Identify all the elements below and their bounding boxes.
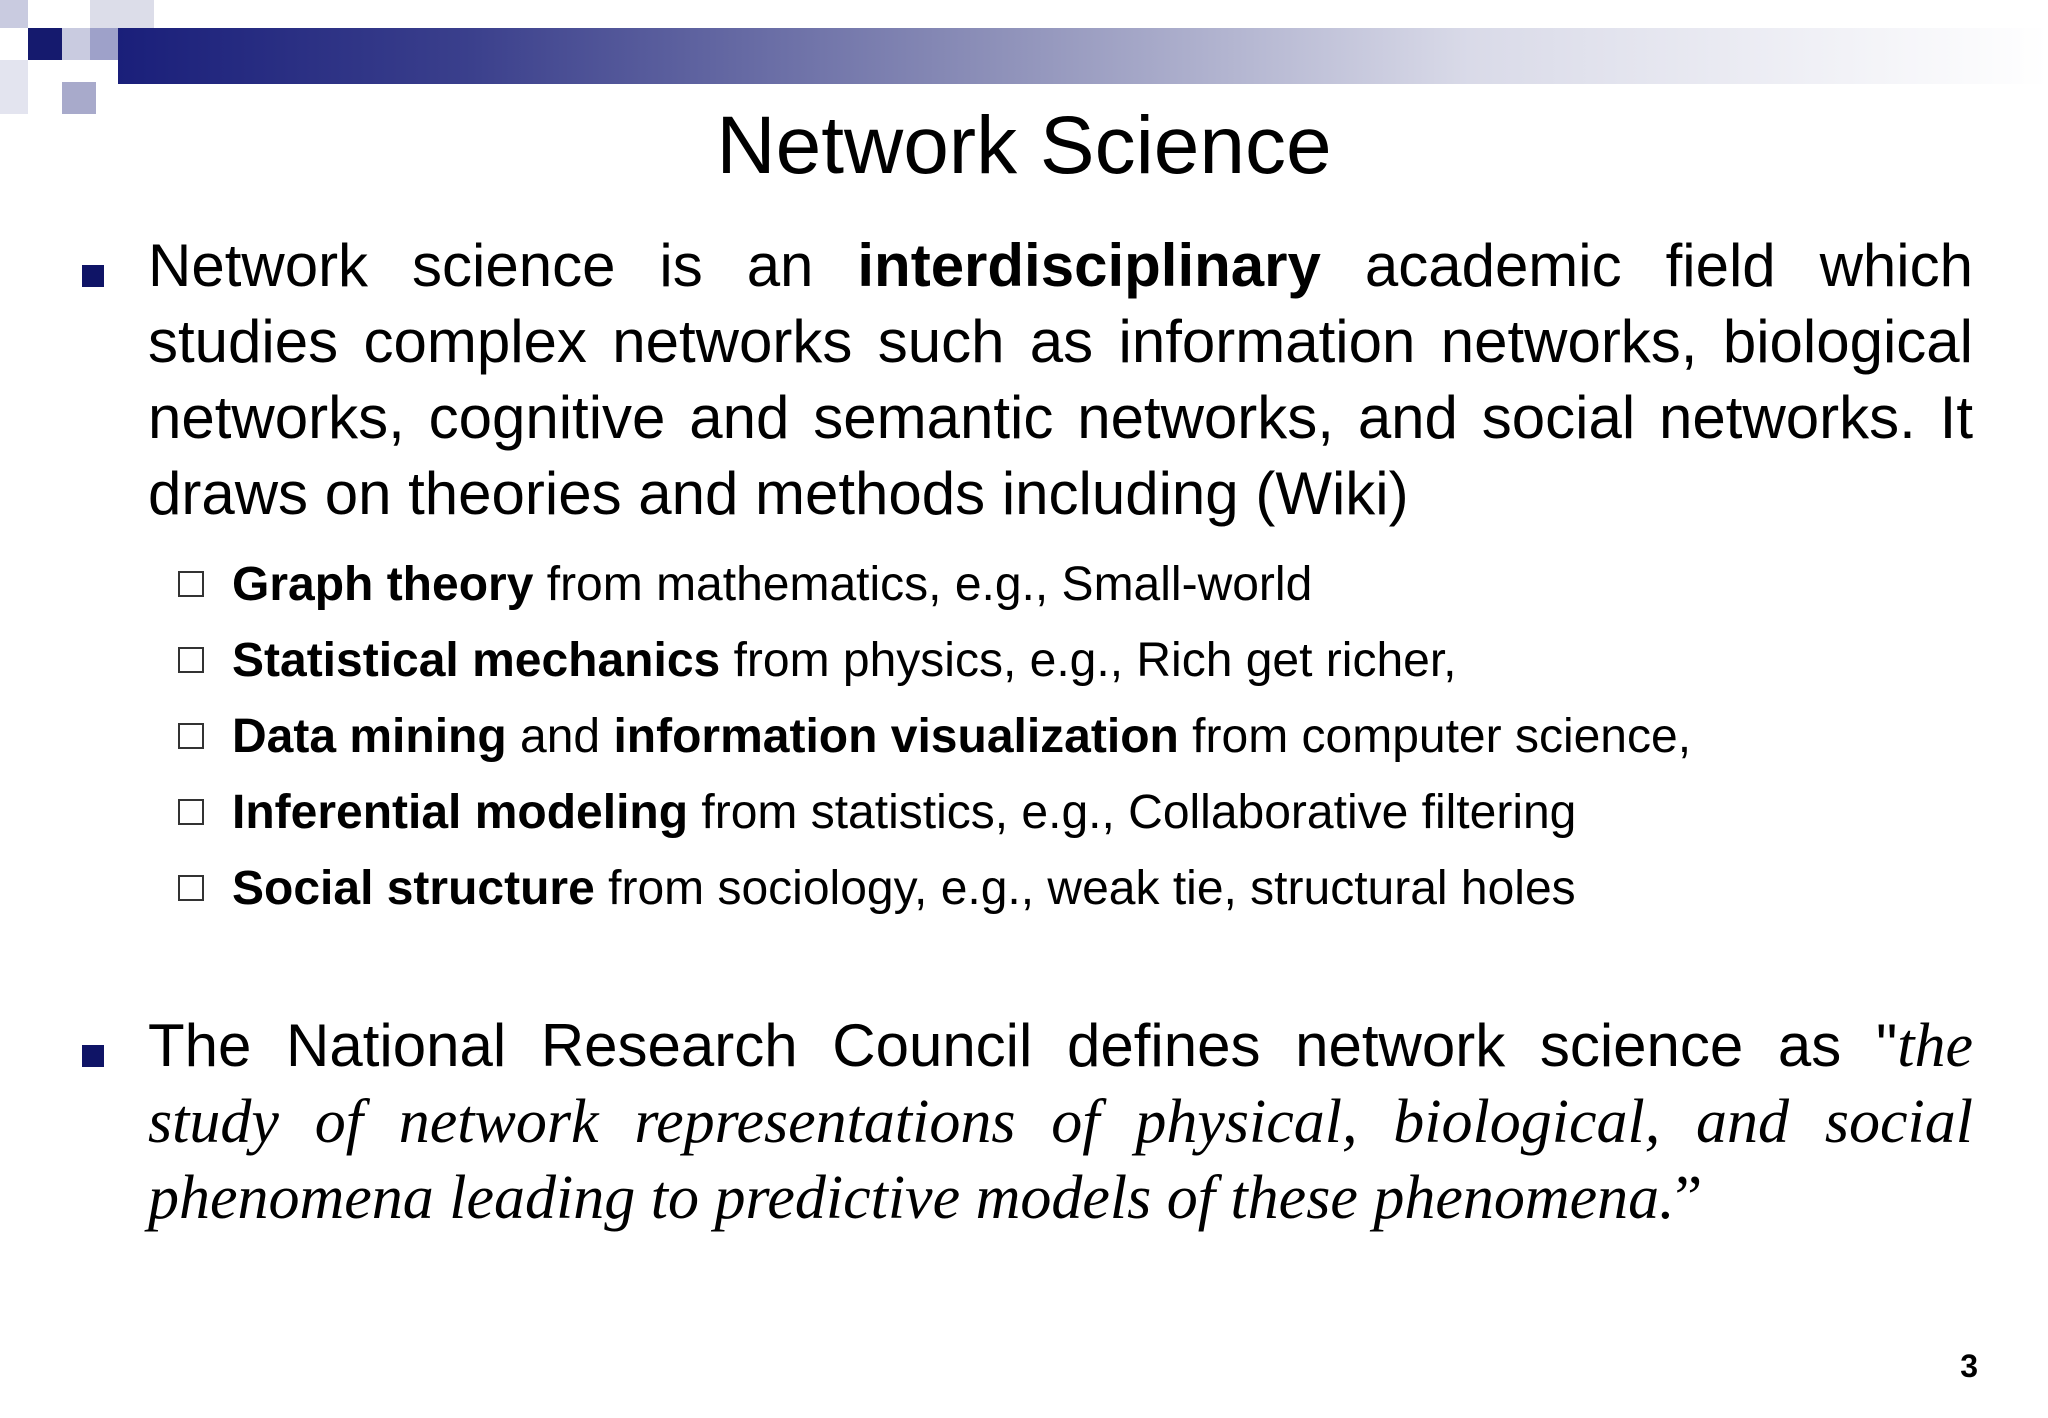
page-number: 3 [1960, 1348, 1978, 1384]
bullet2-close-quote: ” [1674, 1164, 1703, 1232]
subitem-bold: Inferential modeling [232, 786, 689, 839]
subitem-text: from statistics, e.g., Collaborative filtering [688, 786, 1577, 839]
subitem [232, 631, 1457, 691]
deco-square [62, 28, 90, 60]
subitem [232, 859, 1576, 919]
subitem-bold: Social structure [232, 862, 595, 915]
deco-square [90, 28, 118, 60]
header-gradient-band [118, 28, 2048, 84]
subitem-bold-2: information visualization [613, 710, 1179, 763]
deco-square [28, 28, 62, 60]
bullet1-text: Network science is an [148, 232, 858, 299]
bullet-square-icon [82, 265, 104, 287]
bullet2-quote: the study of network representations of physical, biological, and social phenomena leading to predictive models of these phenomena. [148, 1012, 1973, 1232]
bullet1-text-rest: academic field which studies complex networks such as information networks, biological networks, cognitive and semantic networks, and social networks. It draws on theories and methods including (Wiki) [148, 232, 1974, 527]
checkbox-bullet-icon [178, 571, 204, 597]
checkbox-bullet-icon [178, 723, 204, 749]
subitem [232, 555, 1312, 615]
subitem-mid: and [506, 710, 614, 763]
subitem-text: from physics, e.g., Rich get richer, [720, 634, 1457, 687]
subitem [232, 783, 1576, 843]
bullet2-text: The National Research Council defines network science as " [148, 1012, 1898, 1079]
slide-title: Network Science [716, 100, 1332, 191]
subitem-text: from sociology, e.g., weak tie, structural holes [594, 862, 1576, 915]
bullet1-bold: interdisciplinary [857, 232, 1321, 299]
subitem-bold: Statistical mechanics [232, 634, 721, 687]
subitem-bold: Data mining [232, 710, 507, 763]
subitem-bold: Graph theory [232, 558, 534, 611]
deco-square [90, 0, 154, 28]
subitem-text: from mathematics, e.g., Small-world [533, 558, 1313, 611]
bullet-paragraph-2 [148, 1008, 1973, 1236]
checkbox-bullet-icon [178, 647, 204, 673]
deco-square [0, 0, 28, 28]
subitem-text: from computer science, [1178, 710, 1692, 763]
bullet-paragraph-1 [148, 228, 1973, 532]
subitem [232, 707, 1691, 767]
checkbox-bullet-icon [178, 799, 204, 825]
bullet-square-icon [82, 1045, 104, 1067]
checkbox-bullet-icon [178, 875, 204, 901]
